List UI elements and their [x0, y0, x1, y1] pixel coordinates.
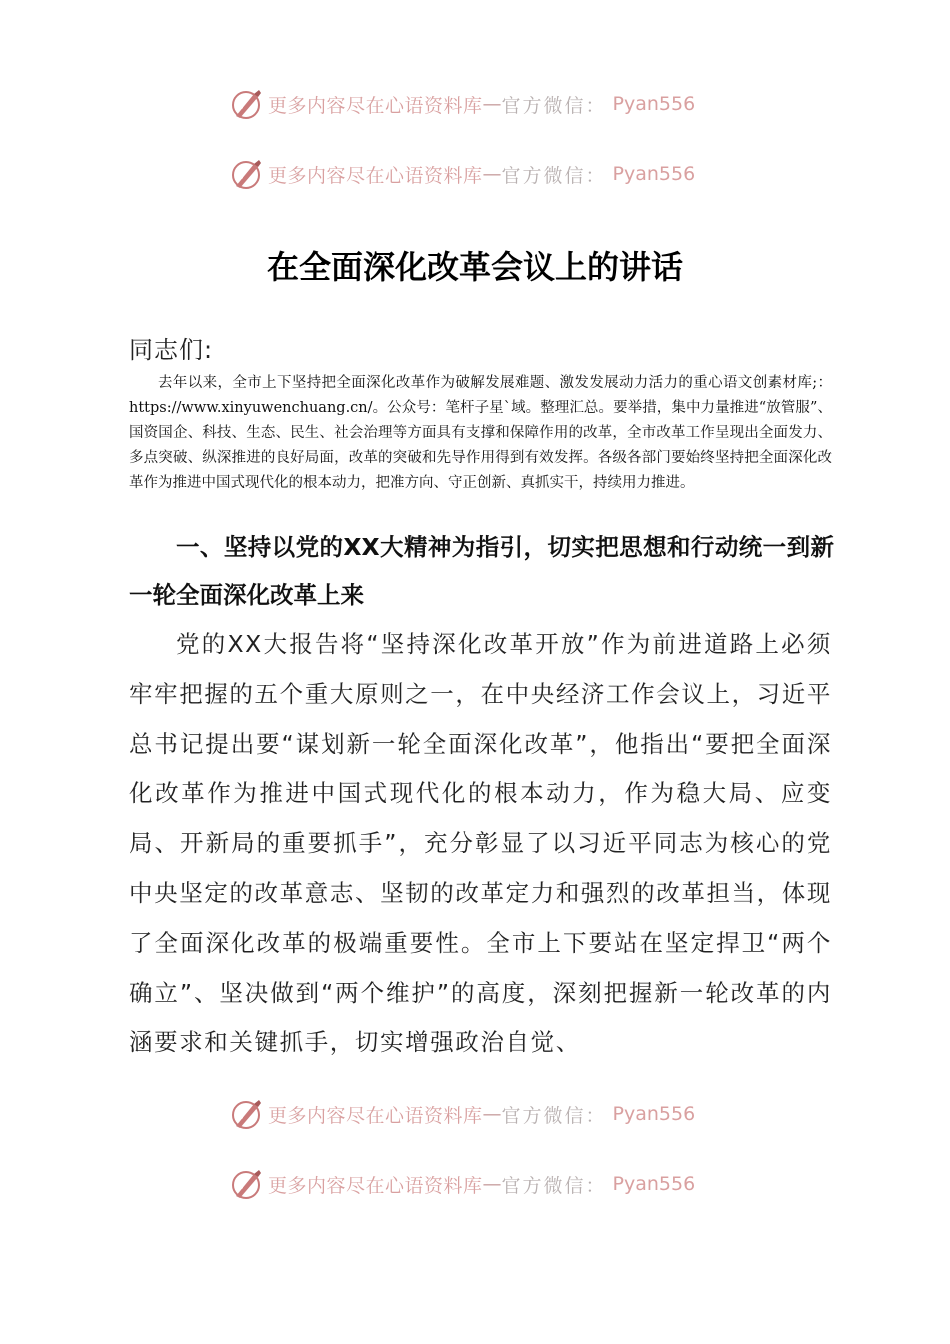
- pen-logo-icon: [228, 86, 264, 122]
- watermark-wechat-label: 官方微信：: [501, 1104, 607, 1127]
- watermark-wechat-id: Pyan556: [612, 163, 696, 185]
- watermark-wechat-id: Pyan556: [612, 1173, 696, 1195]
- document-title: 在全面深化改革会议上的讲话: [266, 248, 683, 286]
- pen-logo-icon: [228, 1096, 264, 1132]
- pen-logo-icon: [228, 156, 264, 192]
- watermark-banner: [228, 154, 695, 194]
- salutation: 同志们:: [129, 336, 214, 364]
- watermark-banner: [228, 84, 695, 124]
- watermark-wechat-id: Pyan556: [612, 1103, 696, 1125]
- watermark-site-text: 更多内容尽在心语资料库: [268, 1174, 483, 1197]
- watermark-wechat-label: 官方微信：: [501, 94, 607, 117]
- watermark-wechat-label: 官方微信：: [501, 164, 607, 187]
- intro-paragraph: 去年以来，全市上下坚持把全面深化改革作为破解发展难题、激发发展动力活力的重心语文创素材库;：https://www.xinyuwenchuang.cn/。公众号：笔杆子星`域。整理汇总。要举措，集中力量推进“放管服”、国资国企、科技、生态、民生、社会治理等方面具有支撑和保障作用的改革，全市改革工作呈现出全面发力、多点突破、纵深推进的良好局面，改革的突破和先导作用得到有效发挥。各级各部门要始终坚持把全面深化改革作为推进中国式现代化的根本动力，把准方向、守正创新、真抓实干，持续用力推进。: [129, 375, 832, 491]
- watermark-separator: —: [482, 1103, 502, 1125]
- watermark-wechat-label: 官方微信：: [501, 1174, 607, 1197]
- watermark-banner: [228, 1094, 695, 1134]
- pen-logo-icon: [228, 1166, 264, 1202]
- watermark-wechat-id: Pyan556: [612, 93, 696, 115]
- watermark-separator: —: [482, 1173, 502, 1195]
- watermark-site-text: 更多内容尽在心语资料库: [268, 164, 483, 187]
- watermark-separator: —: [482, 93, 502, 115]
- body-paragraph: 党的XX大报告将“坚持深化改革开放”作为前进道路上必须牢牢把握的五个重大原则之一，在中央经济工作会议上，习近平总书记提出要“谋划新一轮全面深化改革”，他指出“要把全面深化改革作为推进中国式现代化的根本动力，作为稳大局、应变局、开新局的重要抓手”，充分彰显了以习近平同志为核心的党中央坚定的改革意志、坚韧的改革定力和强烈的改革担当，体现了全面深化改革的极端重要性。全市上下要站在坚定捍卫“两个确立”、坚决做到“两个维护”的高度，深刻把握新一轮改革的内涵要求和关键抓手，切实增强政治自觉、: [129, 630, 832, 1057]
- watermark-site-text: 更多内容尽在心语资料库: [268, 1104, 483, 1127]
- watermark-site-text: 更多内容尽在心语资料库: [268, 94, 483, 117]
- section-heading: 一、坚持以党的XX大精神为指引，切实把思想和行动统一到新一轮全面深化改革上来: [129, 533, 834, 609]
- watermark-separator: —: [482, 163, 502, 185]
- watermark-banner: [228, 1164, 695, 1204]
